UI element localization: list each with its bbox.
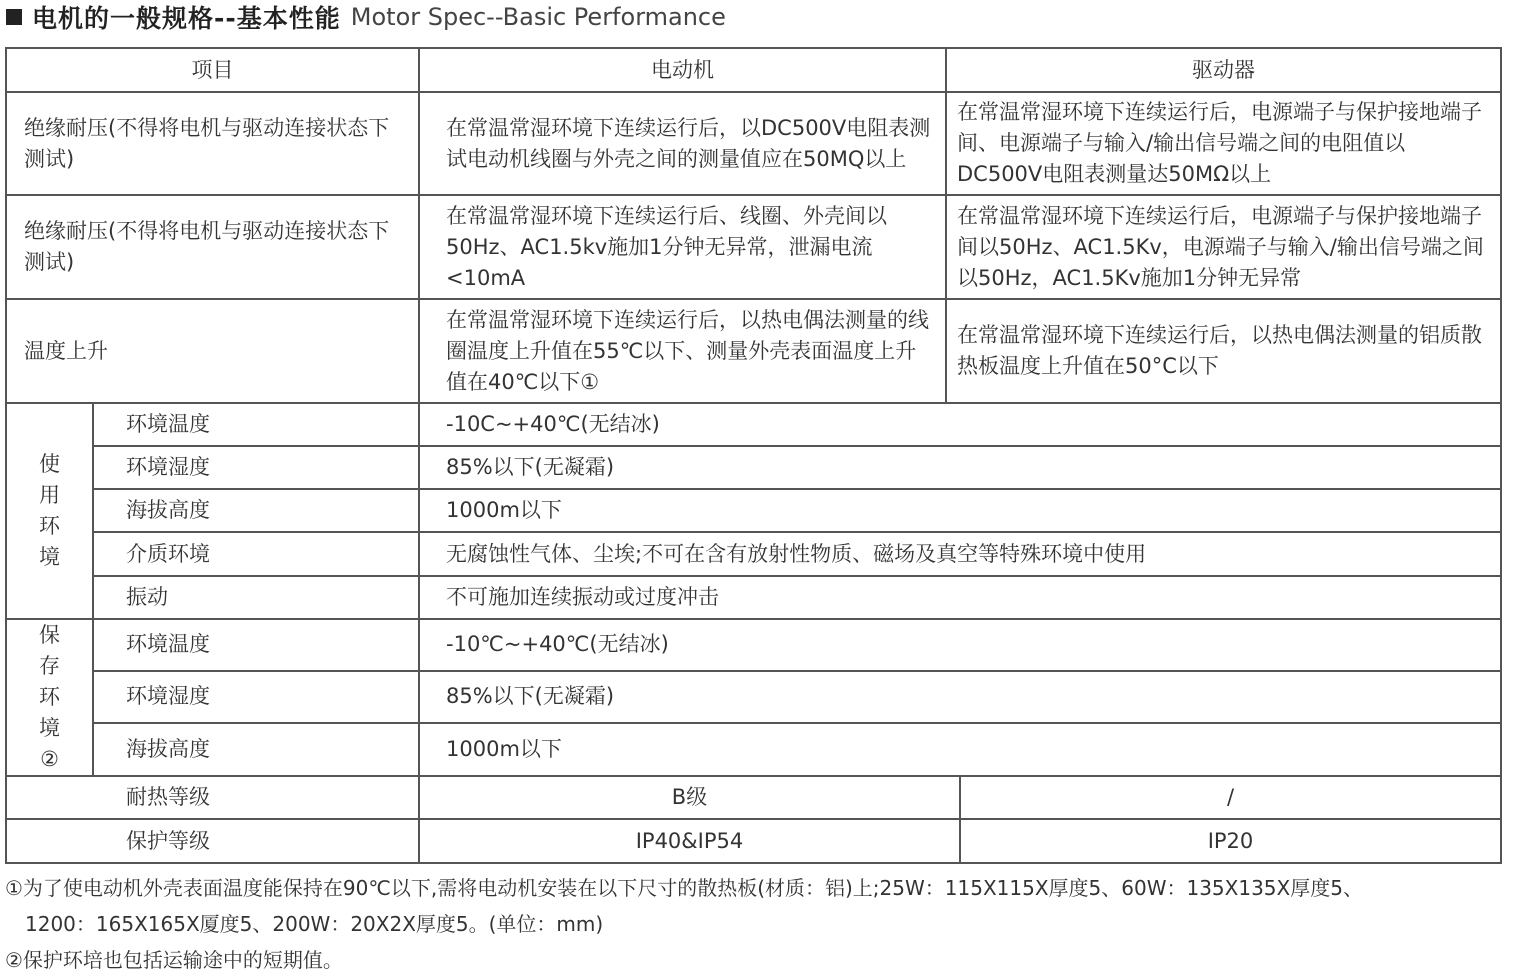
- table-row: [6, 489, 1501, 532]
- table-row: [6, 403, 1501, 446]
- grade-motor: B级: [419, 776, 960, 819]
- footnotes: [5, 870, 1523, 978]
- env-name: 海拔高度: [93, 489, 419, 532]
- env-name: 振动: [93, 576, 419, 619]
- row-motor: 在常温常湿环境下连续运行后，以DC500V电阻表测试电动机线圈与外壳之间的测量值应在50MQ以上: [419, 92, 946, 195]
- page-title: [6, 0, 726, 34]
- header-motor: 电动机: [419, 48, 946, 92]
- note-1-line-1: ①为了使电动机外壳表面温度能保持在90℃以下,需将电动机安装在以下尺寸的散热板(材质：铝)上;25W：115X115X厚度5、60W：135X135X厚度5、: [5, 876, 1363, 900]
- row-motor: 在常温常湿环境下连续运行后，以热电偶法测量的线圈温度上升值在55℃以下、测量外壳表面温度上升值在40℃以下①: [419, 299, 946, 403]
- row-item: 绝缘耐压(不得将电机与驱动连接状态下测试): [6, 92, 419, 195]
- table-row: [6, 299, 1501, 403]
- env-value: 85%以下(无凝霜): [419, 446, 1501, 489]
- use-env-label: 使 用 环 境: [6, 403, 93, 619]
- title-square-icon: [6, 9, 22, 25]
- env-value: 不可施加连续振动或过度冲击: [419, 576, 1501, 619]
- spec-table: [5, 47, 1502, 864]
- title-en: Motor Spec--Basic Performance: [350, 3, 726, 31]
- table-row: [6, 619, 1501, 671]
- env-name: 环境温度: [93, 619, 419, 671]
- env-value: 1000m以下: [419, 489, 1501, 532]
- row-item: 绝缘耐压(不得将电机与驱动连接状态下测试): [6, 195, 419, 299]
- env-value: -10℃~+40℃(无结冰): [419, 619, 1501, 671]
- env-name: 环境湿度: [93, 671, 419, 723]
- header-row: [6, 48, 1501, 92]
- env-value: -10C~+40℃(无结冰): [419, 403, 1501, 446]
- table-row: [6, 671, 1501, 723]
- table-row: [6, 819, 1501, 863]
- row-driver: 在常温常湿环境下连续运行后，以热电偶法测量的铝质散热板温度上升值在50°C以下: [946, 299, 1501, 403]
- header-driver: 驱动器: [946, 48, 1501, 92]
- grade-name: 耐热等级: [6, 776, 419, 819]
- env-name: 海拔高度: [93, 723, 419, 776]
- table-row: [6, 195, 1501, 299]
- header-item: 项目: [6, 48, 419, 92]
- table-row: [6, 532, 1501, 576]
- env-value: 85%以下(无凝霜): [419, 671, 1501, 723]
- env-name: 介质环境: [93, 532, 419, 576]
- row-driver: 在常温常湿环境下连续运行后，电源端子与保护接地端子间以50Hz、AC1.5Kv，电源端子与输入/输出信号端之间以50Hz，AC1.5Kv施加1分钟无异常: [946, 195, 1501, 299]
- title-cn: 电机的一般规格--基本性能: [32, 4, 341, 33]
- note-2: ②保护环培也包括运输途中的短期值。: [5, 948, 343, 972]
- table-row: [6, 576, 1501, 619]
- env-name: 环境湿度: [93, 446, 419, 489]
- table-row: [6, 446, 1501, 489]
- note-1-line-2: 1200：165X165X厦度5、200W：20X2X厚度5。(单位：mm): [25, 912, 604, 936]
- grade-name: 保护等级: [6, 819, 419, 863]
- grade-driver: IP20: [960, 819, 1501, 863]
- table-row: [6, 92, 1501, 195]
- grade-motor: IP40&IP54: [419, 819, 960, 863]
- row-item: 温度上升: [6, 299, 419, 403]
- table-row: [6, 723, 1501, 776]
- env-value: 1000m以下: [419, 723, 1501, 776]
- env-value: 无腐蚀性气体、尘埃;不可在含有放射性物质、磁场及真空等特殊环境中使用: [419, 532, 1501, 576]
- env-name: 环境温度: [93, 403, 419, 446]
- grade-driver: /: [960, 776, 1501, 819]
- table-row: [6, 776, 1501, 819]
- storage-env-label: 保 存 环 境 ②: [6, 619, 93, 776]
- row-motor: 在常温常湿环境下连续运行后、线圈、外壳间以50Hz、AC1.5kv施加1分钟无异常，泄漏电流<10mA: [419, 195, 946, 299]
- row-driver: 在常温常湿环境下连续运行后，电源端子与保护接地端子间、电源端子与输入/输出信号端之间的电阻值以DC500V电阻表测量达50MΩ以上: [946, 92, 1501, 195]
